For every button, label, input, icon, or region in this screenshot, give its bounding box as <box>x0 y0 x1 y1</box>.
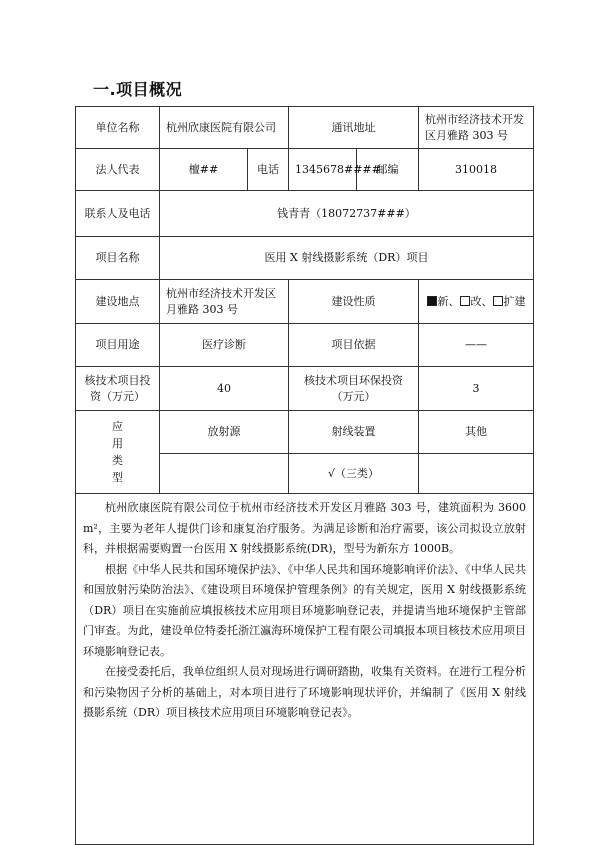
description-paragraph: 在接受委托后，我单位组织人员对现场进行调研踏勘，收集有关资料。在进行工程分析和污染物因子分析的基础上，对本项目进行了环境影响现状评价，并编制了《医用 X 射线摄影系统（DR）项目核技术应用项目环境影响登记表》。 <box>83 665 526 719</box>
investment-value: 40 <box>160 367 289 411</box>
zip-value: 310018 <box>419 149 534 191</box>
nature-modify: 改、 <box>470 294 493 308</box>
project-description <box>76 494 534 845</box>
env-investment-label: 核技术项目环保投资（万元） <box>289 367 419 411</box>
checked-box-icon <box>427 296 437 306</box>
col-source-header: 放射源 <box>160 411 289 454</box>
legal-rep-value: 檀## <box>160 149 248 191</box>
address-value: 杭州市经济技术开发区月雅路 303 号 <box>419 107 534 149</box>
device-value: √（三类） <box>289 454 419 494</box>
contact-label: 联系人及电话 <box>76 191 160 237</box>
unit-name-label: 单位名称 <box>76 107 160 149</box>
legal-rep-label: 法人代表 <box>76 149 160 191</box>
project-overview-table <box>75 106 534 845</box>
env-investment-value: 3 <box>419 367 534 411</box>
project-name-label: 项目名称 <box>76 237 160 280</box>
source-value <box>160 454 289 494</box>
site-label: 建设地点 <box>76 280 160 324</box>
unchecked-box-icon <box>493 296 503 306</box>
unchecked-box-icon <box>460 296 470 306</box>
project-name-value: 医用 X 射线摄影系统（DR）项目 <box>160 237 534 280</box>
investment-label: 核技术项目投资（万元） <box>76 367 160 411</box>
nature-label: 建设性质 <box>289 280 419 324</box>
nature-new: 新、 <box>437 294 460 308</box>
site-value: 杭州市经济技术开发区月雅路 303 号 <box>160 280 289 324</box>
section-heading: 一.项目概况 <box>93 80 183 99</box>
use-label: 项目用途 <box>76 324 160 367</box>
description-paragraph: 根据《中华人民共和国环境保护法》、《中华人民共和国环境影响评价法》、《中华人民共和国放射污染防治法》、《建设项目环境保护管理条例》的有关规定，医用 X 射线摄影系统（DR）项目在实施前应填报核技术应用项目环境影响登记表，并提请当地环境保护主管部门审查。为此，建设单位特委托浙江瀛海环境保护工程有限公司填报本项目核技术应用项目环境影响登记表。 <box>83 562 526 658</box>
use-value: 医疗诊断 <box>160 324 289 367</box>
col-other-header: 其他 <box>419 411 534 454</box>
phone-value: 1345678#### <box>289 149 357 191</box>
nature-expand: 扩建 <box>503 294 526 308</box>
application-type-text: 应 用 类 型 <box>112 420 123 484</box>
address-label: 通讯地址 <box>289 107 419 149</box>
application-type-label <box>76 411 160 494</box>
unit-name-value: 杭州欣康医院有限公司 <box>160 107 289 149</box>
description-paragraph: 杭州欣康医院有限公司位于杭州市经济技术开发区月雅路 303 号，建筑面积为 3600 m²，主要为老年人提供门诊和康复治疗服务。为满足诊断和治疗需要，该公司拟设立放射科，并根据需要购置一台医用 X 射线摄影系统(DR)，型号为新东方 1000B。 <box>83 501 526 555</box>
basis-value: —— <box>419 324 534 367</box>
phone-label: 电话 <box>248 149 289 191</box>
nature-options <box>419 280 534 324</box>
col-device-header: 射线装置 <box>289 411 419 454</box>
zip-label: 邮编 <box>357 149 419 191</box>
basis-label: 项目依据 <box>289 324 419 367</box>
other-value <box>419 454 534 494</box>
contact-value: 钱青青（18072737###） <box>160 191 534 237</box>
